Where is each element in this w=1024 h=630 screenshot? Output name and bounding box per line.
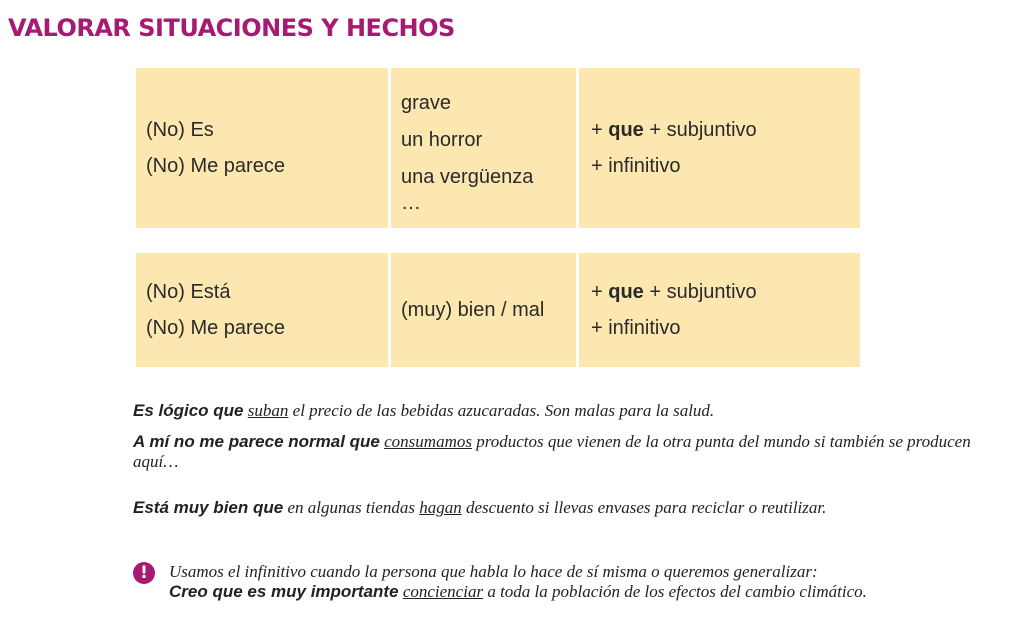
table2-structure-line: + infinitivo [591,317,681,339]
example-sentence-1: Es lógico que suban el precio de las bebidas azucaradas. Son malas para la salud. [133,401,715,420]
table2-subject-cell [136,253,388,367]
underlined-verb: concienciar [402,582,484,601]
table1-adjective-line: un horror [401,128,483,151]
underlined-verb: hagan [419,498,462,517]
table1-subject-cell [136,68,388,228]
note-text [169,562,1009,602]
table1-ellipsis: … [401,191,421,214]
example-sentence-3: Está muy bien que en algunas tiendas hagan descuento si llevas envases para reciclar o reutilizar. [133,498,827,517]
que-keyword: que [608,119,644,141]
table1-structure-line: + infinitivo [591,155,681,177]
grammar-table-1 [136,68,860,228]
table1-adjective-line: grave [401,91,452,114]
table1-adjective-line: una vergüenza [401,165,534,188]
table2-subject-line: (No) Está [146,281,231,303]
table2-adverb-cell [391,253,576,367]
table1-structure-line: + que + subjuntivo [591,119,757,141]
exclamation-icon: ! [133,562,155,584]
table1-subject-line: (No) Me parece [146,155,285,177]
table2-structure-line: + que + subjuntivo [591,281,757,303]
table1-adjective-cell [391,68,576,228]
section-title: VALORAR SITUACIONES Y HECHOS [8,14,455,42]
table2-structure-cell [579,253,860,367]
table1-subject-line: (No) Es [146,119,214,141]
table1-structure-cell [579,68,860,228]
table2-subject-line: (No) Me parece [146,317,285,339]
que-keyword: que [608,281,644,303]
table2-adverb-line: (muy) bien / mal [401,299,545,321]
underlined-verb: consumamos [384,432,472,451]
note-explanation: Usamos el infinitivo cuando la persona que habla lo hace de sí misma o queremos generalizar: [169,562,818,581]
underlined-verb: suban [247,401,289,420]
grammar-table-2 [136,253,860,367]
note-example: Creo que es muy importante concienciar a toda la población de los efectos del cambio climático. [169,582,867,601]
example-sentence-2: A mí no me parece normal que consumamos productos que vienen de la otra punta del mundo si también se producen aquí… [133,432,971,471]
